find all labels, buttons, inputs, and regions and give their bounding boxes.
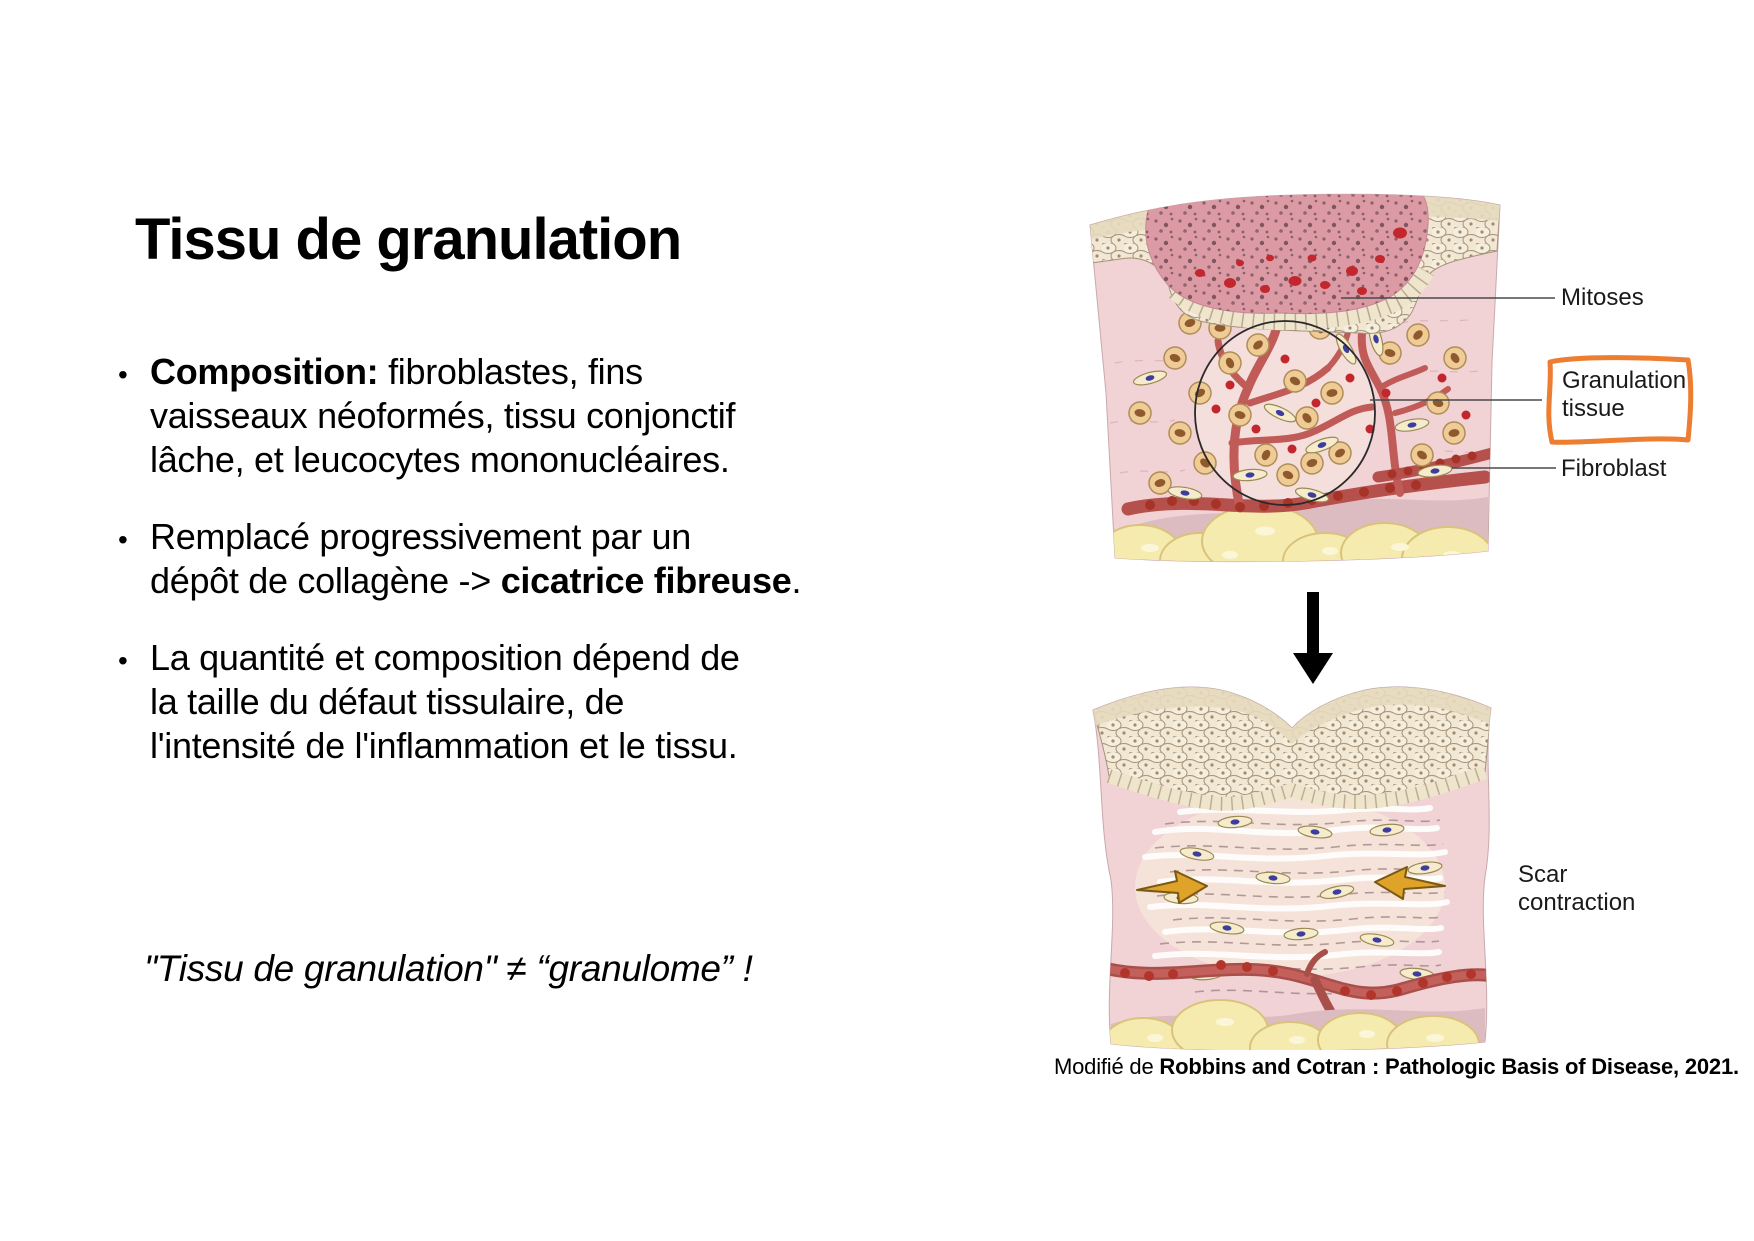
bullet-line: Remplacé progressivement par un bbox=[150, 516, 691, 557]
label-scar-line2: contraction bbox=[1518, 889, 1636, 916]
label-granulation-line2: tissue bbox=[1562, 395, 1625, 422]
scab bbox=[1146, 168, 1429, 314]
label-mitoses: Mitoses bbox=[1561, 284, 1644, 311]
bold-term: cicatrice fibreuse bbox=[500, 560, 792, 601]
bullet-item-composition bbox=[118, 350, 801, 482]
label-granulation-line1: Granulation bbox=[1562, 367, 1687, 394]
label-scar-contraction bbox=[1518, 861, 1635, 917]
bullet-marker bbox=[118, 350, 150, 482]
figure-panel-scar bbox=[1093, 687, 1493, 1050]
page-title: Tissu de granulation bbox=[135, 207, 682, 272]
bullet-line: dépôt de collagène -> bbox=[150, 560, 501, 601]
label-fibroblast: Fibroblast bbox=[1561, 455, 1667, 482]
bullet-marker bbox=[118, 636, 150, 768]
figure-panel-granulation bbox=[1090, 168, 1500, 592]
bullet-line: fibroblastes, fins bbox=[378, 351, 643, 392]
citation-prefix: Modifié de bbox=[1054, 1054, 1160, 1079]
bold-lead: Composition: bbox=[150, 351, 379, 392]
label-granulation-tissue bbox=[1562, 367, 1686, 423]
bullet-item-quantite bbox=[118, 636, 801, 768]
bullet-line: la taille du défaut tissulaire, de bbox=[150, 681, 625, 722]
quote-text: "Tissu de granulation" ≠ “granulome” ! bbox=[144, 948, 753, 989]
figure-illustration bbox=[1080, 150, 1754, 1050]
citation bbox=[1054, 1054, 1739, 1080]
down-arrow-icon bbox=[1293, 592, 1333, 684]
bullet-line: lâche, et leucocytes mononucléaires. bbox=[150, 439, 730, 480]
bullet-line: vaisseaux néoformés, tissu conjonctif bbox=[150, 395, 736, 436]
bullet-line: l'intensité de l'inflammation et le tissu. bbox=[150, 725, 738, 766]
bullet-text bbox=[150, 636, 740, 768]
label-scar-line1: Scar bbox=[1518, 861, 1568, 888]
bullet-line: . bbox=[791, 560, 802, 601]
bullet-text bbox=[150, 350, 735, 482]
bullet-line: La quantité et composition dépend de bbox=[150, 637, 740, 678]
bullet-list bbox=[118, 350, 801, 801]
bullet-marker bbox=[118, 515, 150, 603]
citation-source: Robbins and Cotran : Pathologic Basis of Disease, 2021. bbox=[1159, 1054, 1739, 1079]
bullet-item-remplace bbox=[118, 515, 801, 603]
bullet-text bbox=[150, 515, 801, 603]
